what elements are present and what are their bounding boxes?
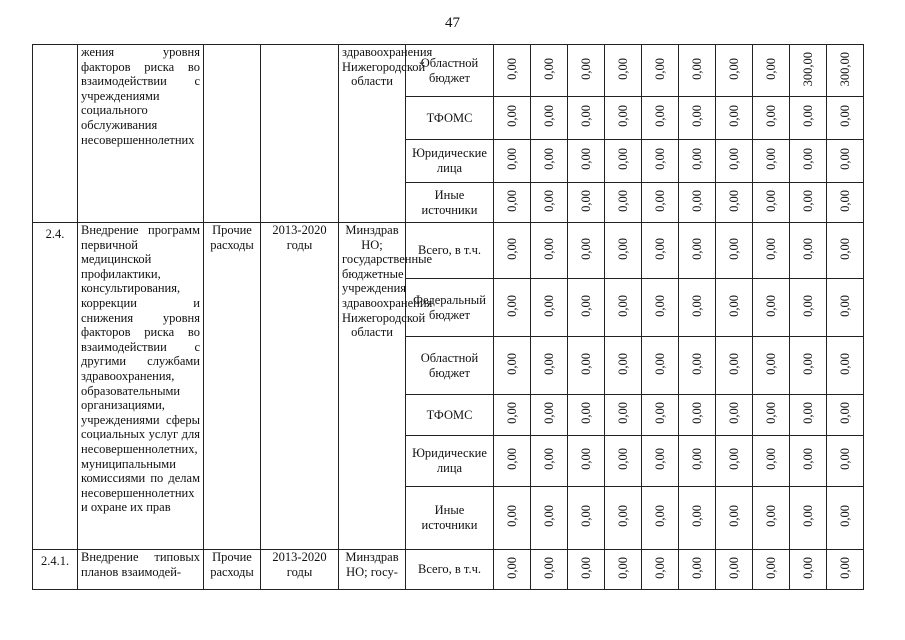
value-cell	[531, 140, 568, 183]
table-row	[33, 550, 864, 590]
value-text: 0,00	[837, 448, 852, 471]
value-cell	[827, 223, 864, 279]
value-cell	[753, 279, 790, 337]
value-text: 0,00	[652, 57, 667, 80]
funding-source: Иные источники	[406, 183, 494, 223]
value-text: 0,00	[800, 105, 815, 128]
value-cell	[531, 279, 568, 337]
value-cell	[568, 487, 605, 550]
value-cell	[679, 395, 716, 436]
value-cell	[568, 183, 605, 223]
value-text: 0,00	[689, 556, 704, 579]
value-text: 0,00	[541, 448, 556, 471]
value-cell	[605, 337, 642, 395]
value-text: 0,00	[578, 556, 593, 579]
value-text: 0,00	[504, 294, 519, 317]
value-text: 0,00	[726, 105, 741, 128]
value-text: 0,00	[837, 352, 852, 375]
value-text: 0,00	[615, 556, 630, 579]
funding-source: Иные источники	[406, 487, 494, 550]
expense-type: Прочие расходы	[204, 550, 261, 590]
value-cell	[679, 550, 716, 590]
value-text: 0,00	[541, 57, 556, 80]
value-cell	[753, 550, 790, 590]
value-text: 0,00	[615, 105, 630, 128]
expense-type: Прочие расходы	[204, 223, 261, 550]
value-cell	[827, 45, 864, 97]
value-cell	[531, 395, 568, 436]
value-text: 0,00	[541, 352, 556, 375]
period: 2013-2020 годы	[261, 223, 339, 550]
value-cell	[679, 140, 716, 183]
value-cell	[753, 337, 790, 395]
value-text: 0,00	[689, 294, 704, 317]
value-cell	[531, 97, 568, 140]
value-cell	[642, 223, 679, 279]
value-text: 0,00	[837, 505, 852, 528]
value-text: 0,00	[615, 505, 630, 528]
value-text: 0,00	[837, 294, 852, 317]
value-text: 0,00	[726, 556, 741, 579]
item-number	[33, 45, 78, 223]
value-cell	[605, 436, 642, 487]
value-text: 300,00	[837, 51, 852, 86]
value-text: 0,00	[541, 294, 556, 317]
value-text: 0,00	[652, 105, 667, 128]
value-cell	[494, 223, 531, 279]
value-cell	[753, 436, 790, 487]
value-cell	[494, 487, 531, 550]
value-text: 0,00	[578, 352, 593, 375]
value-text: 0,00	[652, 352, 667, 375]
value-cell	[642, 183, 679, 223]
value-cell	[605, 45, 642, 97]
value-text: 0,00	[763, 556, 778, 579]
value-text: 0,00	[615, 294, 630, 317]
value-cell	[531, 487, 568, 550]
value-text: 0,00	[763, 57, 778, 80]
value-text: 0,00	[837, 556, 852, 579]
value-cell	[568, 337, 605, 395]
value-cell	[568, 279, 605, 337]
value-text: 0,00	[615, 402, 630, 425]
value-cell	[605, 223, 642, 279]
value-text: 0,00	[726, 505, 741, 528]
funding-source: Всего, в т.ч.	[406, 550, 494, 590]
value-text: 0,00	[541, 148, 556, 171]
value-text: 0,00	[541, 189, 556, 212]
page-number: 47	[445, 15, 460, 31]
item-number: 2.4.1.	[33, 550, 78, 590]
funding-source: ТФОМС	[406, 395, 494, 436]
value-cell	[605, 183, 642, 223]
value-text: 0,00	[763, 448, 778, 471]
value-cell	[679, 279, 716, 337]
value-cell	[568, 45, 605, 97]
value-cell	[642, 337, 679, 395]
value-cell	[568, 395, 605, 436]
value-text: 0,00	[689, 352, 704, 375]
executor: здравоохранения Нижегородской области	[339, 45, 406, 223]
value-text: 0,00	[837, 237, 852, 260]
value-text: 0,00	[615, 237, 630, 260]
funding-source: Областной бюджет	[406, 337, 494, 395]
value-cell	[790, 183, 827, 223]
value-text: 0,00	[763, 505, 778, 528]
value-cell	[642, 279, 679, 337]
value-cell	[753, 140, 790, 183]
value-text: 0,00	[837, 148, 852, 171]
value-text: 0,00	[541, 105, 556, 128]
value-cell	[605, 487, 642, 550]
value-cell	[494, 436, 531, 487]
value-text: 0,00	[726, 294, 741, 317]
value-text: 0,00	[800, 402, 815, 425]
value-text: 0,00	[726, 189, 741, 212]
value-text: 0,00	[652, 402, 667, 425]
value-cell	[753, 97, 790, 140]
item-description: Внедрение типовых планов взаимодей-	[78, 550, 204, 590]
value-cell	[716, 395, 753, 436]
value-cell	[679, 97, 716, 140]
value-cell	[494, 337, 531, 395]
value-text: 0,00	[726, 448, 741, 471]
value-text: 0,00	[578, 105, 593, 128]
funding-source: Всего, в т.ч.	[406, 223, 494, 279]
value-cell	[827, 550, 864, 590]
value-text: 0,00	[578, 237, 593, 260]
value-cell	[790, 550, 827, 590]
item-description: жения уровня факторов риска во взаимодействии с учреждениями социального обслуживания несовершеннолетних	[78, 45, 204, 223]
value-cell	[827, 140, 864, 183]
value-text: 0,00	[689, 505, 704, 528]
value-text: 0,00	[689, 237, 704, 260]
value-text: 0,00	[689, 448, 704, 471]
item-number: 2.4.	[33, 223, 78, 550]
value-text: 0,00	[504, 189, 519, 212]
value-cell	[827, 395, 864, 436]
value-cell	[716, 550, 753, 590]
value-cell	[605, 140, 642, 183]
value-text: 0,00	[652, 294, 667, 317]
value-text: 0,00	[763, 352, 778, 375]
value-cell	[494, 550, 531, 590]
value-text: 0,00	[652, 448, 667, 471]
value-text: 0,00	[652, 148, 667, 171]
value-cell	[679, 45, 716, 97]
value-text: 300,00	[800, 51, 815, 86]
value-cell	[790, 223, 827, 279]
value-cell	[716, 337, 753, 395]
funding-source: Юридические лица	[406, 436, 494, 487]
value-cell	[605, 395, 642, 436]
value-cell	[716, 436, 753, 487]
value-cell	[827, 436, 864, 487]
value-text: 0,00	[578, 189, 593, 212]
value-text: 0,00	[800, 148, 815, 171]
value-text: 0,00	[837, 105, 852, 128]
value-text: 0,00	[726, 148, 741, 171]
value-cell	[753, 183, 790, 223]
value-text: 0,00	[800, 237, 815, 260]
value-cell	[679, 183, 716, 223]
value-text: 0,00	[504, 352, 519, 375]
value-cell	[494, 279, 531, 337]
value-cell	[716, 487, 753, 550]
value-cell	[642, 395, 679, 436]
value-text: 0,00	[689, 402, 704, 425]
value-cell	[605, 279, 642, 337]
value-cell	[642, 487, 679, 550]
period	[261, 45, 339, 223]
value-text: 0,00	[726, 237, 741, 260]
table-row	[33, 45, 864, 97]
value-text: 0,00	[689, 105, 704, 128]
value-text: 0,00	[800, 294, 815, 317]
value-cell	[790, 395, 827, 436]
value-text: 0,00	[837, 402, 852, 425]
value-text: 0,00	[504, 148, 519, 171]
value-cell	[531, 45, 568, 97]
value-text: 0,00	[763, 237, 778, 260]
value-cell	[494, 395, 531, 436]
value-cell	[605, 97, 642, 140]
value-cell	[568, 97, 605, 140]
value-cell	[827, 487, 864, 550]
table-row	[33, 223, 864, 279]
value-cell	[753, 395, 790, 436]
value-cell	[679, 436, 716, 487]
value-text: 0,00	[615, 57, 630, 80]
table-body	[33, 45, 864, 590]
value-cell	[716, 97, 753, 140]
value-cell	[716, 140, 753, 183]
value-text: 0,00	[652, 189, 667, 212]
value-text: 0,00	[652, 556, 667, 579]
value-text: 0,00	[504, 57, 519, 80]
value-cell	[827, 279, 864, 337]
value-cell	[642, 97, 679, 140]
value-text: 0,00	[763, 294, 778, 317]
value-cell	[716, 45, 753, 97]
value-cell	[790, 487, 827, 550]
period: 2013-2020 годы	[261, 550, 339, 590]
value-text: 0,00	[541, 505, 556, 528]
value-cell	[568, 550, 605, 590]
value-text: 0,00	[504, 448, 519, 471]
expense-type	[204, 45, 261, 223]
value-text: 0,00	[504, 556, 519, 579]
value-cell	[568, 140, 605, 183]
executor: Минздрав НО; государственные бюджетные учреждения здравоохранения Нижегородской области	[339, 223, 406, 550]
value-text: 0,00	[578, 505, 593, 528]
value-cell	[642, 140, 679, 183]
value-cell	[642, 45, 679, 97]
value-text: 0,00	[726, 402, 741, 425]
value-text: 0,00	[504, 402, 519, 425]
value-text: 0,00	[578, 294, 593, 317]
value-text: 0,00	[578, 448, 593, 471]
value-cell	[494, 183, 531, 223]
value-cell	[679, 223, 716, 279]
value-text: 0,00	[763, 105, 778, 128]
executor: Минздрав НО; госу-	[339, 550, 406, 590]
value-text: 0,00	[578, 148, 593, 171]
value-cell	[605, 550, 642, 590]
value-cell	[679, 487, 716, 550]
item-description: Внедрение программ первичной медицинской профилактики, консультирования, коррекции и снижения уровня факторов риска во взаимодействии с другими службами здравоохранения, образовательными организациями, учреждениями сферы социальных услуг для несовершеннолетних, муниципальными комиссиями по делам несовершеннолетних и охране их прав	[78, 223, 204, 550]
value-cell	[494, 45, 531, 97]
value-text: 0,00	[726, 57, 741, 80]
value-cell	[827, 337, 864, 395]
value-text: 0,00	[800, 448, 815, 471]
funding-source: ТФОМС	[406, 97, 494, 140]
value-cell	[531, 337, 568, 395]
value-text: 0,00	[652, 237, 667, 260]
value-cell	[753, 45, 790, 97]
value-text: 0,00	[763, 189, 778, 212]
value-cell	[568, 436, 605, 487]
value-text: 0,00	[763, 402, 778, 425]
value-cell	[716, 279, 753, 337]
value-text: 0,00	[615, 189, 630, 212]
value-cell	[531, 183, 568, 223]
funding-source: Юридические лица	[406, 140, 494, 183]
value-cell	[494, 140, 531, 183]
value-cell	[716, 183, 753, 223]
value-cell	[790, 45, 827, 97]
value-cell	[827, 183, 864, 223]
value-text: 0,00	[652, 505, 667, 528]
value-cell	[568, 223, 605, 279]
value-text: 0,00	[504, 237, 519, 260]
value-text: 0,00	[800, 189, 815, 212]
value-cell	[716, 223, 753, 279]
value-text: 0,00	[541, 402, 556, 425]
value-cell	[790, 279, 827, 337]
value-cell	[790, 436, 827, 487]
value-text: 0,00	[615, 148, 630, 171]
value-cell	[679, 337, 716, 395]
value-cell	[790, 337, 827, 395]
value-cell	[642, 436, 679, 487]
value-text: 0,00	[726, 352, 741, 375]
value-cell	[494, 97, 531, 140]
value-text: 0,00	[689, 189, 704, 212]
value-cell	[753, 223, 790, 279]
value-text: 0,00	[504, 105, 519, 128]
value-cell	[753, 487, 790, 550]
value-text: 0,00	[689, 57, 704, 80]
value-cell	[531, 223, 568, 279]
budget-table	[32, 44, 864, 590]
value-cell	[790, 97, 827, 140]
value-text: 0,00	[541, 556, 556, 579]
value-text: 0,00	[615, 352, 630, 375]
value-cell	[531, 436, 568, 487]
value-text: 0,00	[578, 57, 593, 80]
value-text: 0,00	[541, 237, 556, 260]
value-cell	[790, 140, 827, 183]
value-cell	[642, 550, 679, 590]
value-text: 0,00	[504, 505, 519, 528]
value-text: 0,00	[837, 189, 852, 212]
value-text: 0,00	[689, 148, 704, 171]
value-text: 0,00	[800, 556, 815, 579]
value-text: 0,00	[578, 402, 593, 425]
funding-source: Областной бюджет	[406, 45, 494, 97]
value-text: 0,00	[800, 505, 815, 528]
funding-source: Федеральный бюджет	[406, 279, 494, 337]
value-cell	[531, 550, 568, 590]
value-text: 0,00	[800, 352, 815, 375]
value-cell	[827, 97, 864, 140]
value-text: 0,00	[615, 448, 630, 471]
value-text: 0,00	[763, 148, 778, 171]
